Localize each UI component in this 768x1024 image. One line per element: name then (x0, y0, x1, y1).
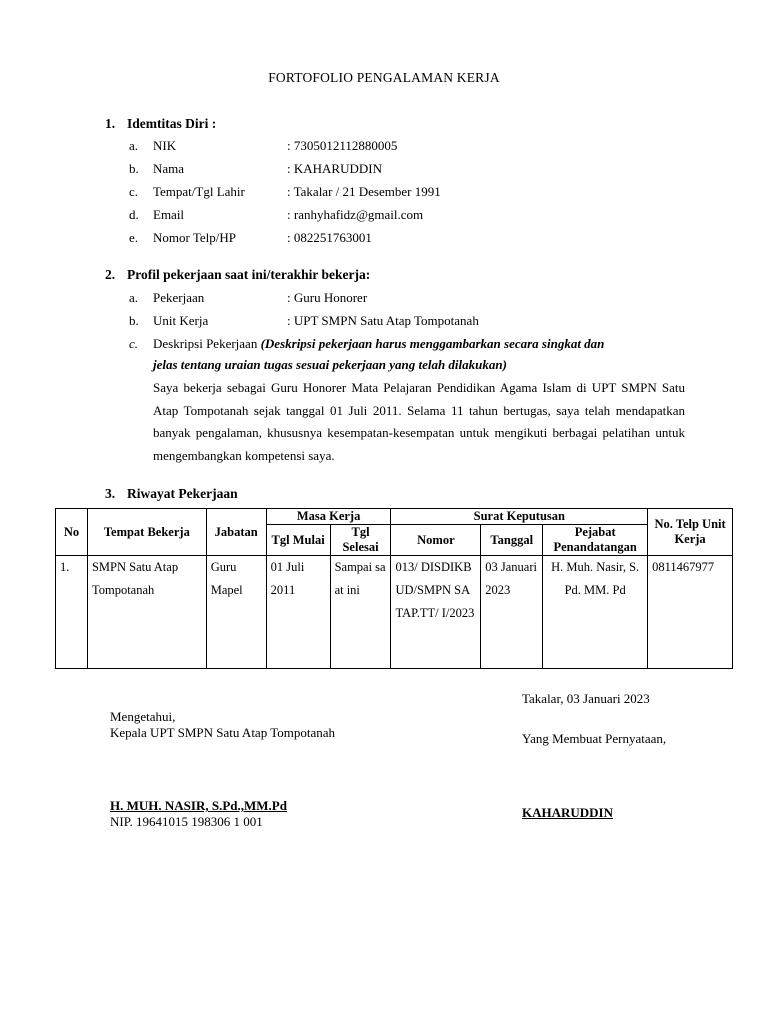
header-no: No (56, 509, 88, 556)
cell-tempat: SMPN Satu Atap Tompotanah (87, 556, 206, 669)
section-title: Profil pekerjaan saat ini/terakhir bekerja: (127, 267, 371, 282)
field-label: NIK (153, 138, 177, 153)
section-profile-heading (105, 267, 370, 283)
acknowledge-role: Kepala UPT SMPN Satu Atap Tompotanah (110, 725, 336, 740)
table-header-row (56, 509, 733, 525)
item-letter: d. (129, 207, 139, 222)
field-label: Tempat/Tgl Lahir (153, 184, 245, 199)
header-tempat: Tempat Bekerja (87, 509, 206, 556)
item-letter: c. (129, 336, 139, 351)
document-title: FORTOFOLIO PENGALAMAN KERJA (268, 70, 500, 85)
field-label: Email (153, 207, 185, 222)
desc-instruction: (Deskripsi pekerjaan harus menggambarkan secara singkat dan (260, 336, 605, 351)
field-label: Deskripsi Pekerjaan (153, 336, 258, 351)
section-title: Idemtitas Diri : (127, 116, 217, 131)
maker-name: KAHARUDDIN (522, 805, 613, 820)
section-title: Riwayat Pekerjaan (127, 486, 238, 501)
field-label: Pekerjaan (153, 290, 205, 305)
cell-jabatan: Guru Mapel (206, 556, 266, 669)
header-jabatan: Jabatan (206, 509, 266, 556)
cell-tanggal: 03 Januari 2023 (481, 556, 543, 669)
header-tgl-mulai: Tgl Mulai (266, 525, 330, 556)
header-pejabat: Pejabat Penandatangan (543, 525, 648, 556)
item-letter: a. (129, 138, 139, 153)
field-value: : UPT SMPN Satu Atap Tompotanah (287, 313, 479, 328)
field-value: : Takalar / 21 Desember 1991 (287, 184, 441, 199)
header-surat: Surat Keputusan (391, 509, 648, 525)
header-nomor: Nomor (391, 525, 481, 556)
job-description-text: Saya bekerja sebagai Guru Honorer Mata Pelajaran Pendidikan Agama Islam di UPT SMPN Satu Atap Tompotanah sejak tanggal 01 Juli 2011. Selama 11 tahun bertugas, saya telah mendapatkan banyak pengalaman, khususnya kesempatan-kesempatan untuk mengikuti berbagai pelatihan untuk mengembangkan kompetensi saya. (153, 380, 685, 463)
item-letter: a. (129, 290, 139, 305)
item-letter: c. (129, 184, 139, 199)
field-value: : 7305012112880005 (287, 138, 398, 153)
cell-tgl-mulai: 01 Juli 2011 (266, 556, 330, 669)
field-value: : 082251763001 (287, 230, 372, 245)
section-history-heading (105, 486, 238, 502)
header-tgl-selesai: Tgl Selesai (330, 525, 391, 556)
header-masa-kerja: Masa Kerja (266, 509, 391, 525)
section-identity-heading (105, 116, 216, 132)
maker-label: Yang Membuat Pernyataan, (522, 731, 667, 746)
field-label: Nama (153, 161, 185, 176)
cell-tgl-selesai: Sampai saat ini (330, 556, 391, 669)
header-tanggal: Tanggal (481, 525, 543, 556)
head-name: H. MUH. NASIR, S.Pd.,MM.Pd (110, 798, 287, 813)
item-letter: b. (129, 161, 139, 176)
section-number: 1. (105, 116, 116, 131)
cell-telp: 0811467977 (648, 556, 733, 669)
header-telp: No. Telp Unit Kerja (648, 509, 733, 556)
section-number: 3. (105, 486, 116, 501)
head-nip: NIP. 19641015 198306 1 001 (110, 814, 263, 829)
field-value: : Guru Honorer (287, 290, 368, 305)
cell-nomor: 013/ DISDIKBUD/SMPN SATAP.TT/ I/2023 (391, 556, 481, 669)
desc-label-line (153, 336, 604, 352)
place-date: Takalar, 03 Januari 2023 (522, 691, 650, 706)
acknowledge-label: Mengetahui, (110, 709, 176, 724)
item-letter: b. (129, 313, 139, 328)
job-history-table (55, 508, 733, 669)
desc-instruction-cont: jelas tentang uraian tugas sesuai pekerjaan yang telah dilakukan) (153, 357, 507, 372)
cell-no: 1. (56, 556, 88, 669)
field-label: Nomor Telp/HP (153, 230, 236, 245)
field-label: Unit Kerja (153, 313, 209, 328)
item-letter: e. (129, 230, 139, 245)
section-number: 2. (105, 267, 116, 282)
field-value: : KAHARUDDIN (287, 161, 382, 176)
cell-pejabat: H. Muh. Nasir, S. Pd. MM. Pd (543, 556, 648, 669)
field-value: : ranhyhafidz@gmail.com (287, 207, 424, 222)
table-row (56, 556, 733, 669)
